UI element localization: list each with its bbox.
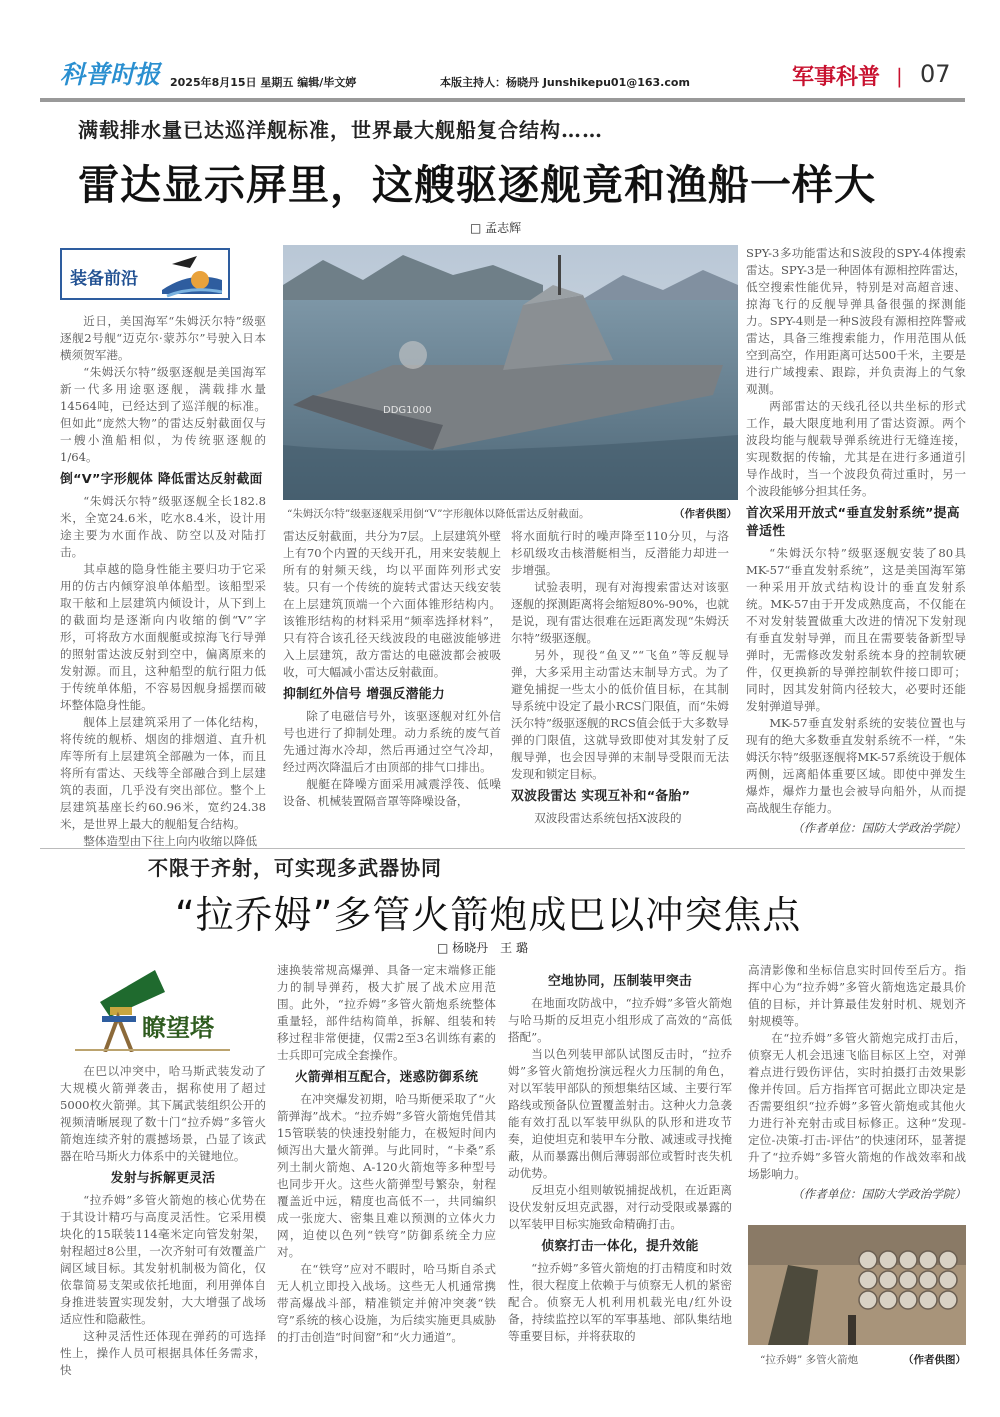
body-paragraph: 舰艇在降噪方面采用减震浮筏、低噪设备、机械装置隔音罩等降噪设备，: [283, 777, 501, 808]
section-name: 军事科普: [791, 65, 880, 90]
page-number: 07: [920, 60, 951, 88]
article1-column-2: [283, 528, 501, 810]
section-heading: 抑制红外信号 增强反潜能力: [283, 687, 445, 702]
author-affiliation: （作者单位：国防大学政治学院）: [792, 821, 966, 835]
author-affiliation: （作者单位：国防大学政治学院）: [792, 1187, 966, 1201]
section-heading: 发射与拆解更灵活: [110, 1171, 216, 1186]
section-heading: 空地协同，压制装甲突击: [547, 974, 693, 989]
page-host-info: 本版主持人：杨晓丹 Junshikepu01@163.com: [440, 76, 690, 89]
article1-byline: □ 孟志辉: [470, 221, 522, 235]
section-heading: 首次采用开放式“垂直发射系统”提高普适性: [746, 506, 960, 539]
article2-column-1: [60, 1063, 266, 1379]
body-paragraph: 近日，美国海军“朱姆沃尔特”级驱逐舰2号舰“迈克尔·蒙苏尔”号驶入日本横须贺军港。: [60, 314, 266, 362]
destroyer-photo-caption: [287, 506, 737, 521]
body-paragraph: 当以色列装甲部队试图反击时，“拉乔姆”多管火箭炮扮演远程火力压制的角色，对以军装甲部队的预想集结区域、主要行军路线或预备队位置覆盖射击。这种火力急袭能有效打乱以军装甲纵队的队形和进攻节奏，迫使坦克和装甲车分散、减速或寻找掩蔽，从而暴露出侧后薄弱部位或暂时丧失机动优势。: [508, 1047, 732, 1180]
body-paragraph: “拉乔姆”多管火箭炮的核心优势在于其设计精巧与高度灵活性。它采用模块化的15联装114毫米定向管发射架，射程超过8公里，一次齐射可有效覆盖广阔区域目标。其发射机制极为简化，仅依靠简易支架或依托地面，利用弹体自身推进装置实现发射，大大增强了战场适应性和隐蔽性。: [60, 1193, 266, 1326]
column-logo-text: 瞭望塔: [142, 1014, 214, 1042]
body-paragraph: 在“铁穹”应对不暇时，哈马斯自杀式无人机立即投入战场。这些无人机通常携带高爆战斗部，精准锁定并俯冲突袭“铁穹”系统的核心设施，为后续实施更具威胁的打击创造“时间窗”和“火力通道”。: [277, 1262, 496, 1344]
body-paragraph: 高清影像和坐标信息实时回传至后方。指挥中心为“拉乔姆”多管火箭炮选定最具价值的目标，并计算最佳发射时机、规划齐射规模等。: [748, 963, 966, 1028]
body-paragraph: MK-57垂直发射系统的安装位置也与现有的绝大多数垂直发射系统不一样，“朱姆沃尔特”级驱逐舰将MK-57系统设于舰体两侧，远离船体重要区域。即使中弹发生爆炸，爆炸力量也会被导向船外，从而提高战舰生存能力。: [746, 716, 966, 815]
article2-column-4: [748, 962, 966, 1203]
article-divider: [40, 848, 965, 849]
hull-number: DDG1000: [383, 405, 432, 416]
body-paragraph: 这种灵活性还体现在弹药的可选择性上，操作人员可根据具体任务需求，快: [60, 1329, 266, 1377]
body-paragraph: 雷达反射截面，共分为7层。上层建筑外壁上有70个内置的天线开孔，用来安装舰上所有的射频天线，均以平面阵列形式安装。只有一个传统的旋转式雷达天线安装在上层建筑顶端一个六面体锥形结构内。该锥形结构的材料采用“频率选择材料”，只有符合该孔径天线波段的电磁波能够进入上层建筑，敌方雷达的电磁波都会被吸收，可大幅减小雷达反射截面。: [283, 529, 501, 679]
body-paragraph: 在地面攻防战中，“拉乔姆”多管火箭炮与哈马斯的反坦克小组形成了高效的“高低搭配”。: [508, 996, 732, 1044]
body-paragraph: 另外，现役“鱼叉”“飞鱼”等反舰导弹，大多采用主动雷达末制导方式。为了避免捕捉一些太小的低价值目标，在其制导系统中设定了最小RCS门限值，而“朱姆沃尔特”级驱逐舰的RCS值会低于大多数导弹的门限值，这就导致即使对其发射了反舰导弹，也会因导弹的末制导受限而无法发现和锁定目标。: [511, 648, 729, 781]
article2-column-2: [277, 962, 496, 1346]
body-paragraph: 除了电磁信号外，该驱逐舰对红外信号也进行了抑制处理。动力系统的废气首先通过海水冷却，然后再通过空气冷却，经过两次降温后才由顶部的排气口排出。: [283, 709, 501, 774]
destroyer-photo: [283, 245, 738, 500]
section-heading: 侦察打击一体化，提升效能: [541, 1239, 699, 1254]
header-rule: [40, 98, 965, 102]
newspaper-masthead: 科普时报: [60, 60, 161, 89]
article1-column-3: [511, 528, 729, 827]
body-paragraph: 整体造型由下往上向内收缩以降低: [83, 834, 258, 848]
header-separator: |: [896, 64, 903, 88]
rocket-photo-caption: [760, 1352, 966, 1367]
caption-text: “朱姆沃尔特”级驱逐舰采用倒“V”字形舰体以降低雷达反射截面。: [287, 508, 590, 520]
body-paragraph: 将水面航行时的噪声降至110分贝，与洛杉矶级攻击核潜艇相当，反潜能力却进一步增强。: [511, 529, 729, 577]
body-paragraph: 试验表明，现有对海搜索雷达对该驱逐舰的探测距离将会缩短80%-90%，也就是说，现有雷达很难在远距离发现“朱姆沃尔特”级驱逐舰。: [511, 580, 729, 645]
body-paragraph: “朱姆沃尔特”级驱逐舰是美国海军新一代多用途驱逐舰，满载排水量14564吨，已经达到了巡洋舰的标准。但如此“庞然大物”的雷达反射截面仅与一艘小渔船相似，为传统驱逐舰的1/64。: [60, 365, 266, 464]
column-logo-watchtower: [70, 962, 250, 1052]
rocket-launcher-photo: [748, 1225, 966, 1345]
article1-column-4: [746, 245, 966, 837]
article2-subheadline: 不限于齐射，可实现多武器协同: [148, 856, 442, 880]
column-logo-equipment-frontier: [60, 248, 230, 300]
issue-date: 2025年8月15日 星期五 编辑/毕文婷: [170, 76, 357, 89]
body-paragraph: 速换装常规高爆弹、具备一定末端修正能力的制导弹药，极大扩展了战术应用范围。此外，“拉乔姆”多管火箭炮系统整体重量轻，部件结构简单，拆解、组装和转移过程非常便捷，仅需2至3名训练有素的士兵即可完成全套操作。: [277, 963, 496, 1062]
article2-byline: □ 杨晓丹 王 璐: [437, 941, 528, 955]
body-paragraph: SPY-3多功能雷达和S波段的SPY-4体搜索雷达。SPY-3是一种固体有源相控阵雷达，低空搜索性能优异，特别是对高超音速、掠海飞行的反舰导弹具备很强的探测能力。SPY-4则是一种S波段有源相控阵警戒雷达，具备三维搜索能力，作用范围从低空到高空，作用距离可达500千米，主要是进行广域搜索、跟踪，并负责海上的气象观测。: [746, 246, 966, 396]
body-paragraph: 双波段雷达系统包括X波段的: [534, 811, 682, 825]
body-paragraph: “朱姆沃尔特”级驱逐舰全长182.8米，全宽24.6米，吃水8.4米，设计用途主要为水面作战、防空以及对陆打击。: [60, 494, 266, 559]
body-paragraph: 两部雷达的天线孔径以共坐标的形式工作，最大限度地利用了雷达资源。两个波段均能与舰载导弹系统进行无缝连接，实现数据的传输，尤其是在进行多通道引导作战时，当一个波段负荷过重时，另一个波段能够分担其任务。: [746, 399, 966, 498]
article2-headline: “拉乔姆”多管火箭炮成巴以冲突焦点: [175, 893, 802, 937]
body-paragraph: “朱姆沃尔特”级驱逐舰安装了80具MK-57“垂直发射系统”，这是美国海军第一种采用开放式结构设计的垂直发射系统。MK-57由于开发成熟度高，不仅能在不对发射装置做重大改进的情况下发射现有垂直发射导弹，而且在需要装备新型导弹时，无需修改发射系统本身的控制软硬件，仅更换新的导弹控制软件接口即可；同时，因其发射筒内径较大，必要时还能发射弹道导弹。: [746, 546, 966, 713]
section-heading: 倒“V”字形舰体 降低雷达反射截面: [60, 472, 263, 487]
article2-column-3: [508, 968, 732, 1345]
caption-text: “拉乔姆” 多管火箭炮: [760, 1354, 859, 1366]
article1-subheadline: 满载排水量已达巡洋舰标准，世界最大舰船复合结构……: [78, 118, 603, 142]
body-paragraph: 在“拉乔姆”多管火箭炮完成打击后，侦察无人机会迅速飞临目标区上空，对弹着点进行毁伤评估，实时拍摄打击效果影像并传回。后方指挥官可据此立即决定是否需要组织“拉乔姆”多管火箭炮或其他火力进行补充射击或目标修正。这种“发现-定位-决策-打击-评估”的快速闭环，显著提升了“拉乔姆”多管火箭炮的作战效率和战场影响力。: [748, 1031, 966, 1181]
section-heading: 双波段雷达 实现互补和“备胎”: [511, 789, 691, 804]
section-heading: 火箭弹相互配合，迷惑防御系统: [294, 1070, 479, 1085]
body-paragraph: 其卓越的隐身性能主要归功于它采用的仿古内倾穿浪单体船型。该船型采取干舷和上层建筑内倾设计，从下到上的截面均是逐渐向内收缩的倒“V”字形，可将敌方水面舰艇或掠海飞行导弹的照射雷达波反射到空中，偏离原来的发射源。而且，这种船型的航行阻力低于传统单体船，不容易因舰身摇摆而破坏整体隐身性能。: [60, 562, 266, 712]
photo-credit: （作者供图）: [903, 1354, 966, 1366]
article1-headline: 雷达显示屏里，这艘驱逐舰竟和渔船一样大: [78, 161, 876, 209]
body-paragraph: 在巴以冲突中，哈马斯武装发动了大规模火箭弹袭击，据称使用了超过5000枚火箭弹。其下属武装组织公开的视频清晰展现了数十门“拉乔姆”多管火箭炮连续齐射的震撼场景，凸显了该武器在哈马斯火力体系中的关键地位。: [60, 1064, 266, 1163]
body-paragraph: 舰体上层建筑采用了一体化结构，将传统的舰桥、烟囱的排烟道、直升机库等所有上层建筑全部融为一体，而且将所有雷达、天线等全部融合到上层建筑的表面，几乎没有突出部位。整个上层建筑基座长约60.96米，宽约24.38米，是世界上最大的舰船复合结构。: [60, 715, 266, 831]
body-paragraph: 在冲突爆发初期，哈马斯便采取了“火箭弹海”战术。“拉乔姆”多管火箭炮凭借其15管联装的快速投射能力，在极短时间内倾泻出大量火箭弹。与此同时，“卡桑”系列土制火箭炮、A-120火箭炮等多种型号也同步开火。这些火箭弹型号繁杂，射程覆盖近中远，精度也高低不一，共同编织成一张庞大、密集且难以预测的立体火力网，迫使以色列“铁穹”防御系统全力应对。: [277, 1092, 496, 1259]
body-paragraph: “拉乔姆”多管火箭炮的打击精度和时效性，很大程度上依赖于与侦察无人机的紧密配合。侦察无人机利用机载光电/红外设备，持续监控以军的军事基地、部队集结地等重要目标，并将获取的: [508, 1261, 732, 1343]
column-logo-text: 装备前沿: [70, 269, 138, 289]
article1-column-1: [60, 313, 266, 850]
body-paragraph: 反坦克小组则敏锐捕捉战机，在近距离设伏发射反坦克武器，对行动受限或暴露的以军装甲目标实施致命精确打击。: [508, 1183, 732, 1231]
photo-credit: （作者供图）: [674, 508, 737, 520]
